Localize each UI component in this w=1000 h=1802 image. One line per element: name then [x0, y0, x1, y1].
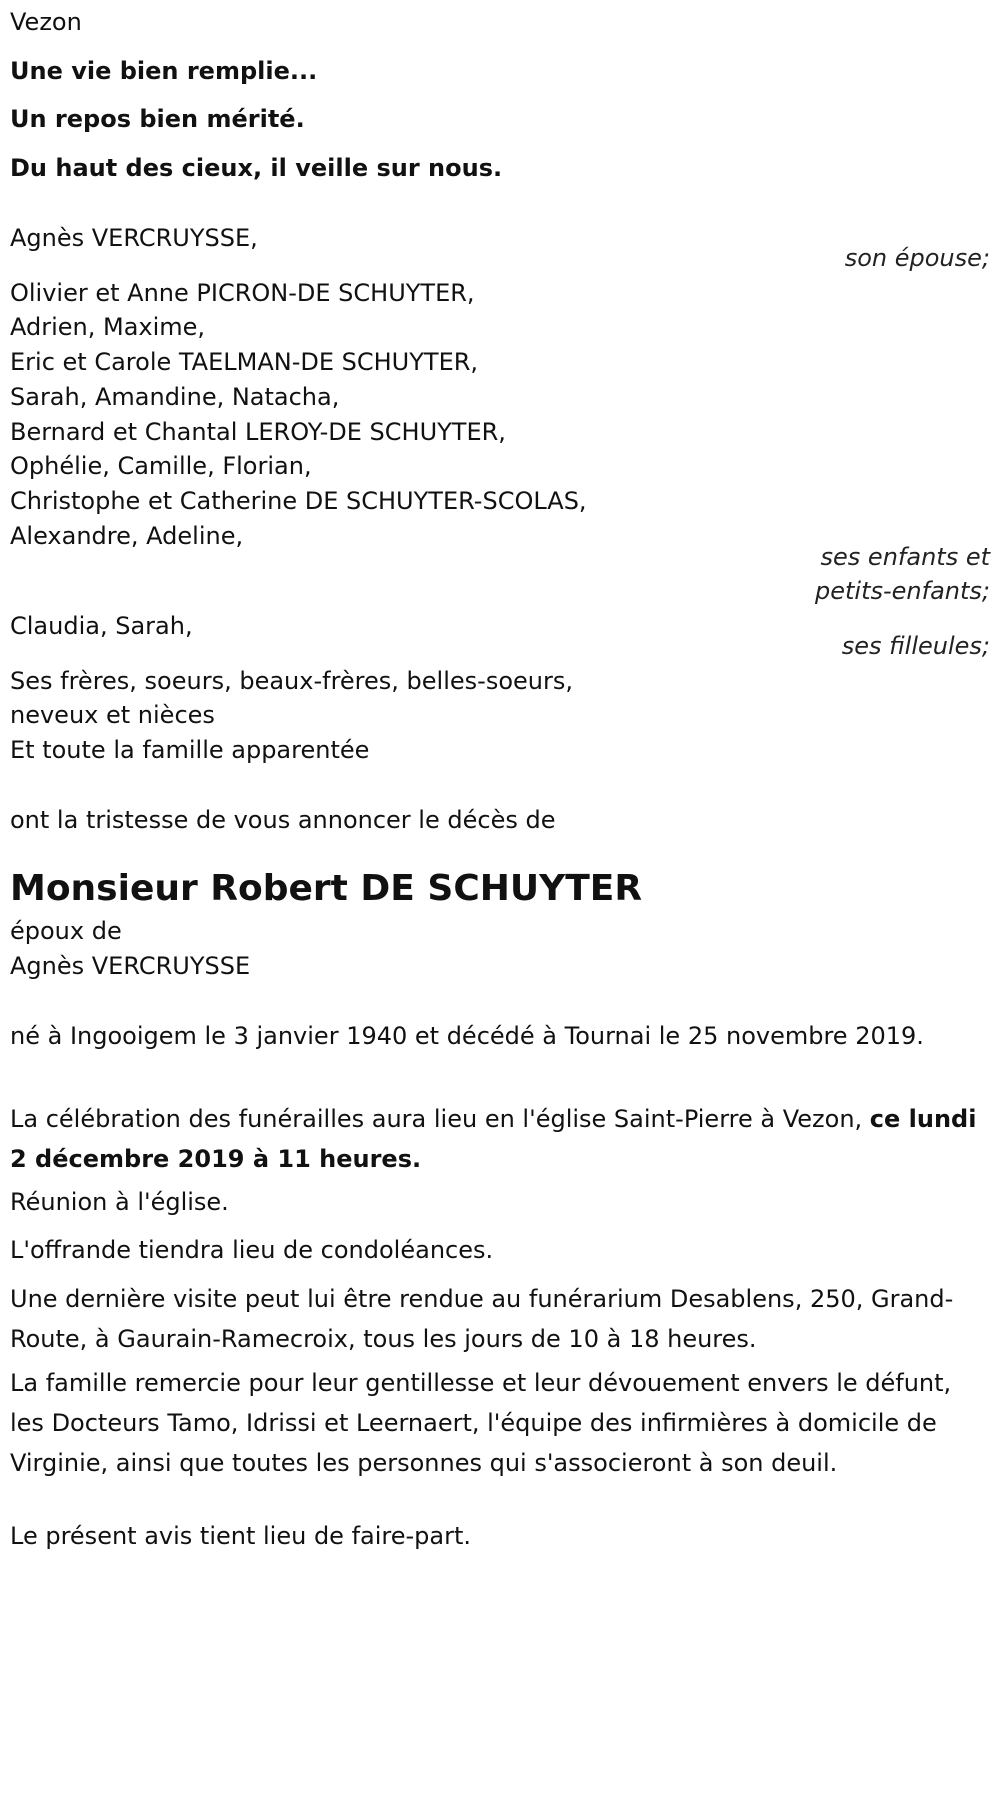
deceased-name: Monsieur Robert DE SCHUYTER [10, 868, 643, 909]
quote-line-2: Un repos bien mérité. [10, 105, 305, 133]
child-line: Olivier et Anne PICRON-DE SCHUYTER, [10, 279, 475, 307]
child-line: Adrien, Maxime, [10, 313, 206, 341]
notice-info: Le présent avis tient lieu de faire-part. [10, 1522, 472, 1550]
deceased-spouse-name: Agnès VERCRUYSSE [10, 952, 251, 980]
extended-family-line: Ses frères, soeurs, beaux-frères, belles-soeurs, [10, 667, 573, 695]
extended-family-line: neveux et nièces [10, 701, 215, 729]
child-line: Ophélie, Camille, Florian, [10, 452, 312, 480]
offering-info: L'offrande tiendra lieu de condoléances. [10, 1236, 494, 1264]
funeral-location-text: La célébration des funérailles aura lieu en l'église Saint-Pierre à Vezon, [10, 1105, 870, 1133]
child-line: Eric et Carole TAELMAN-DE SCHUYTER, [10, 348, 479, 376]
birth-death-info: né à Ingooigem le 3 janvier 1940 et décédé à Tournai le 25 novembre 2019. [10, 1022, 924, 1050]
child-line: Bernard et Chantal LEROY-DE SCHUYTER, [10, 418, 506, 446]
grandchildren-role: petits-enfants; [815, 577, 990, 605]
child-line: Alexandre, Adeline, [10, 522, 244, 550]
children-role: ses enfants et [820, 543, 990, 571]
place-name: Vezon [10, 8, 82, 36]
announcement-intro: ont la tristesse de vous annoncer le décès de [10, 806, 556, 834]
spouse-name: Agnès VERCRUYSSE, [10, 224, 258, 252]
quote-line-1: Une vie bien remplie... [10, 57, 318, 85]
goddaughters-names: Claudia, Sarah, [10, 612, 193, 640]
spouse-role: son épouse; [844, 244, 990, 272]
thanks-info: La famille remercie pour leur gentillesse et leur dévouement envers le défunt, les Docteurs Tamo, Idrissi et Leernaert, l'équipe des infirmières à domicile de Virginie, ainsi que toutes les personnes qui s'associeront à son deuil. [10, 1369, 952, 1477]
quote-line-3: Du haut des cieux, il veille sur nous. [10, 154, 503, 182]
meeting-info: Réunion à l'église. [10, 1188, 229, 1216]
child-line: Sarah, Amandine, Natacha, [10, 383, 340, 411]
child-line: Christophe et Catherine DE SCHUYTER-SCOLAS, [10, 487, 587, 515]
visit-info: Une dernière visite peut lui être rendue au funérarium Desablens, 250, Grand-Route, à Gaurain-Ramecroix, tous les jours de 10 à 18 heures. [10, 1285, 954, 1353]
funeral-date-text: ce lundi 2 décembre 2019 à 11 heures. [10, 1105, 977, 1173]
extended-family-line: Et toute la famille apparentée [10, 736, 370, 764]
spouse-label: époux de [10, 917, 122, 945]
goddaughters-role: ses filleules; [841, 632, 990, 660]
funeral-info [10, 1099, 985, 1179]
